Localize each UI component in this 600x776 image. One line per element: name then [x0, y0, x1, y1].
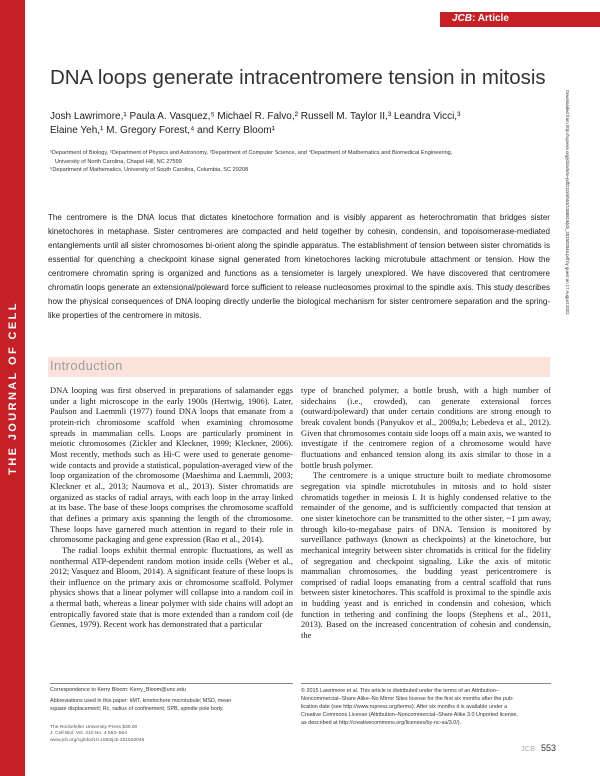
publisher-line: The Rockefeller University Press $30.00	[50, 725, 138, 730]
header-section: Article	[477, 13, 509, 24]
affiliation-line: ¹Department of Biology, ²Department of Physics and Astronomy, ³Department of Computer Science, and ⁴Department of Mathematics and Biomedical Engineering,	[50, 150, 453, 156]
footer-journal: JCB	[521, 744, 536, 753]
citation-line: J. Cell Biol. Vol. 210 No. 4 553–564	[50, 731, 127, 737]
correspondence: Correspondence to Kerry Bloom: Kerry_Bloom@unc.edu	[50, 687, 186, 693]
abstract: The centromere is the DNA locus that dictates kinetochore formation and is visibly apparent as heterochromatin that bridges sister kinetochores in metaphase. Sister centromeres are compacted and held together by cohesin, condensin, and topoisomerase-mediated entanglements until all sister chromosomes bi-orient along the spindle apparatus. The establishment of tension between sister chromatids is essential for quenching a checkpoint kinase signal generated from kinetochores lacking microtubule attachment or tension. How the centromere chromatin spring is organized and functions as a tensiometer is largely unexplored. We have discovered that centromere chromatin loops generate an extensional/poleward force sufficient to release nucleosomes proximal to the spindle axis. This study describes how the physical consequences of DNA looping directly underlie the biological mechanism for sister centromere separation and the spring-like properties of the centromere in mitosis.	[48, 213, 550, 321]
introduction-band	[48, 357, 550, 377]
download-note-text: Downloaded from http://rupress.org/jcb/article-pdf/210/4/553/1388818/jcb_201502046.pdf by guest on 17 August 2022	[565, 90, 570, 315]
affiliations	[50, 149, 550, 175]
body-column-right	[301, 385, 551, 641]
author-line: Elaine Yeh,¹ M. Gregory Forest,⁴ and Kerry Bloom¹	[50, 124, 275, 136]
header-label: JCB: Article	[452, 13, 509, 24]
introduction-heading: Introduction	[50, 358, 123, 373]
paragraph: The centromere is a unique structure built to mediate chromosome segregation via spindle microtubules in mitosis and to hold sister chromatids together in meiosis I. It is highly condensed relative to the remainder of the genome, and is sufficiently compacted that tension at one sister kinetochore can be transmitted to the other sister, ~1 µm away, through kilo-to-megabase pairs of DNA. Tension is monitored by surveillance pathways (known as checkpoints) at the kinetochore, but mechanical integrity between sister chromatids is critical for the fidelity of segregation and checkpoint signaling. Like the axis of mitotic mammalian chromosomes, the budding yeast pericentromere is comprised of radial loops emanating from a central scaffold that runs between sister kinetochores. This scaffold is proximal to the spindle axis in budding yeast and is enriched in condensin and cohesion, which function in tethering and confining the loops (Stephens et al., 2011, 2013). Based on the increased concentration of cohesin and condensin, the	[301, 470, 551, 641]
abbreviations-line: Abbreviations used in this paper: kMT, kinetochore microtubule; MSD, mean	[50, 698, 232, 704]
license-note	[301, 683, 551, 727]
affiliation-line: ⁵Department of Mathematics, University of South Carolina, Columbia, SC 29208	[50, 167, 249, 174]
license-line: Noncommercial–Share Alike–No Mirror Sites license for the first six months after the pub-	[301, 696, 514, 702]
author-list	[50, 110, 550, 137]
sidebar-journal-name: THE JOURNAL OF CELL BIOLOGY	[7, 301, 37, 475]
doi-link[interactable]: www.jcb.org/cgi/doi/10.1083/jcb.201502046	[50, 737, 145, 743]
paragraph: DNA looping was first observed in preparations of salamander eggs under a light microscope in the early 1900s (Hertwig, 1906). Later, Paulson and Laemmli (1977) found DNA loops that emanate from a protein-rich chromosome scaffold when examining chromosome spreads in mammalian cells. Loops are particularly prominent in meiotic chromosomes (Zickler and Kleckner, 1999; Kleckner, 2006). Most recently, methods such as Hi-C were used to generate genome-wide contacts and provide a statistical, population-averaged view of the loop organization of the chromosome (Maeshima and Laemmli, 2003; Kleckner et al., 2013; Naumova et al., 2013). Sister chromatids are organized as stacks of radial arrays, with each loop in the array linked at its base. The base of these loops comprises the chromosome scaffold that defines a primary axis spanning the length of the chromosome. These loops have garnered much attention in regard to their role in chromosome packaging and gene expression (Rao et al., 2014).	[50, 385, 293, 545]
abbreviations-line: square displacement; Rc, radius of confinement; SPB, spindle pole body.	[50, 706, 224, 712]
affiliation-line: University of North Carolina, Chapel Hill, NC 27599	[55, 158, 182, 165]
license-line: as described at http://creativecommons.org/licenses/by-nc-sa/3.0/).	[301, 720, 461, 726]
license-line: lication date (see http://www.rupress.org/terms). After six months it is available under a	[301, 704, 508, 710]
paragraph: type of branched polymer, a bottle brush, with a high number of sidechains (i.e., crowded), can generate extensional forces (outward/poleward) that under certain conditions are strong enough to break covalent bonds (Panyukov et al., 2009a,b; Lebedeva et al., 2012). Given that chromosomes contain side loops off a main axis, we wanted to investigate if the centromere region of a chromosome would have fluctuations and enhanced tension along its axis similar to those in a bottle brush polymer.	[301, 385, 551, 470]
author-line: Josh Lawrimore,¹ Paula A. Vasquez,⁵ Michael R. Falvo,² Russell M. Taylor II,³ Leandra Vicci,³	[50, 111, 461, 122]
header-journal: JCB	[452, 13, 473, 24]
download-note	[565, 90, 579, 710]
publication-info	[50, 725, 250, 744]
footnotes	[50, 683, 293, 713]
article-title: DNA loops generate intracentromere tension in mitosis	[50, 66, 546, 89]
paragraph: The radial loops exhibit thermal entropic fluctuations, as well as nonthermal ATP-dependent random motion inside cells (Weber et al., 2012; Vasquez and Bloom, 2014). A significant feature of these loops is their influence on the primary axis or chromosome scaffold. Polymer physics shows that a linear polymer will collapse into a random coil in a thermal bath, whereas a linear polymer with side chains will adopt an entropically favored state that is more extended than a random coil (de Gennes, 1979). Recent work has demonstrated that a particular	[50, 544, 293, 630]
page-number: 553	[541, 743, 557, 753]
body-column-left	[50, 385, 293, 630]
license-line: © 2015 Lawrimore et al. This article is distributed under the terms of an Attribution–	[301, 688, 499, 694]
license-line: Creative Commons License (Attribution–Noncommercial–Share Alike 3.0 Unported license,	[301, 712, 518, 718]
